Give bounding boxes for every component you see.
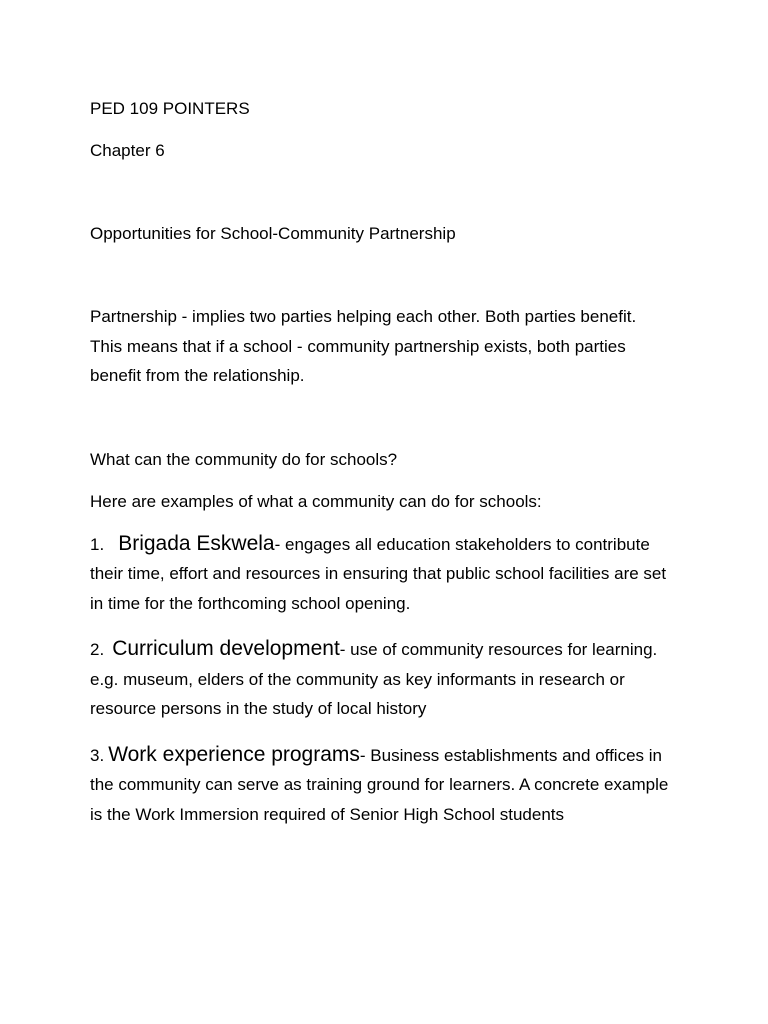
- item-term: Curriculum development: [112, 637, 340, 660]
- partnership-definition: Partnership - implies two parties helping each other. Both parties benefit. This means that if a school - community partnership exists, both parties benefit from the relationship.: [90, 307, 637, 385]
- item-description: - Business establishments and offices in the community can serve as training ground for learners. A concrete example is the Work Immersion required of Senior High School students: [90, 745, 669, 824]
- item-term: Work experience programs: [108, 742, 360, 766]
- item-description: - engages all education stakeholders to contribute their time, effort and resources in ensuring that public school facilities are set in time for the forthcoming school opening.: [90, 534, 667, 613]
- item-description: - use of community resources for learning. e.g. museum, elders of the community as key informants in research or resource persons in the study of local history: [90, 640, 658, 718]
- chapter-heading: Chapter 6: [90, 141, 165, 160]
- list-item: [90, 740, 670, 830]
- section-title: Opportunities for School-Community Partnership: [90, 224, 456, 243]
- item-number: 2.: [90, 640, 105, 659]
- item-term: Brigada Eskwela: [118, 531, 275, 555]
- list-item: [90, 634, 670, 724]
- item-number: 1.: [90, 534, 105, 554]
- list-item: [90, 529, 670, 619]
- question-line: What can the community do for schools?: [90, 449, 398, 469]
- item-number: 3.: [90, 745, 105, 765]
- document-title: PED 109 POINTERS: [90, 99, 250, 118]
- document-page: [90, 94, 670, 829]
- intro-line: Here are examples of what a community can do for schools:: [90, 491, 542, 511]
